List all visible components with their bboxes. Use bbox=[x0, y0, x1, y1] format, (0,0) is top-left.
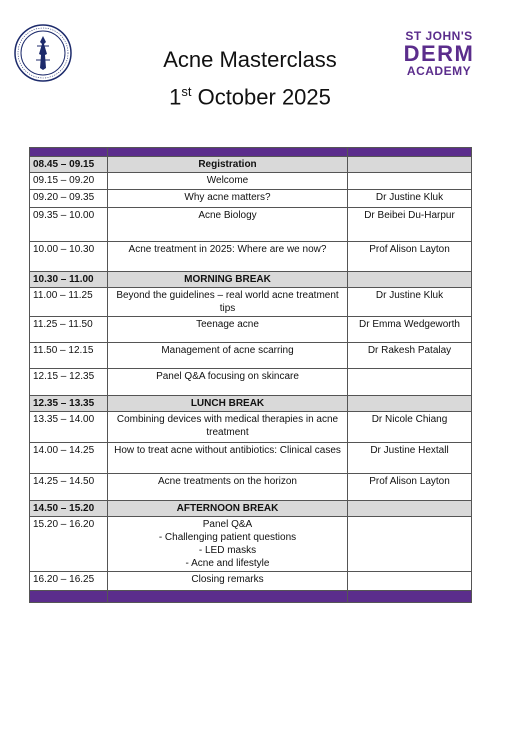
event-cell: Acne Biology bbox=[108, 208, 348, 242]
sub-item: - LED masks bbox=[198, 545, 257, 556]
event-cell: Acne treatment in 2025: Where are we now? bbox=[108, 242, 348, 272]
table-row bbox=[30, 190, 472, 208]
speaker-cell: Dr Justine Kluk bbox=[348, 288, 472, 317]
time-cell: 16.20 – 16.25 bbox=[30, 572, 108, 591]
academy-logo bbox=[394, 30, 484, 78]
speaker-cell: Dr Beibei Du-Harpur bbox=[348, 208, 472, 242]
speaker-cell bbox=[348, 501, 472, 517]
event-cell: Teenage acne bbox=[108, 317, 348, 343]
title-block bbox=[110, 44, 390, 113]
time-cell: 11.25 – 11.50 bbox=[30, 317, 108, 343]
event-cell: Combining devices with medical therapies in acne treatment bbox=[108, 412, 348, 443]
event-cell: Welcome bbox=[108, 173, 348, 190]
table-row bbox=[30, 272, 472, 288]
table-row bbox=[30, 343, 472, 369]
time-cell: 14.25 – 14.50 bbox=[30, 474, 108, 501]
event-cell: Why acne matters? bbox=[108, 190, 348, 208]
time-cell: 09.35 – 10.00 bbox=[30, 208, 108, 242]
event-title: Panel Q&A bbox=[202, 519, 253, 530]
time-cell: 13.35 – 14.00 bbox=[30, 412, 108, 443]
speaker-cell: Prof Alison Layton bbox=[348, 474, 472, 501]
event-cell: Panel Q&A focusing on skincare bbox=[108, 369, 348, 396]
date-ordinal: st bbox=[181, 84, 192, 99]
event-cell: LUNCH BREAK bbox=[108, 396, 348, 412]
time-cell: 15.20 – 16.20 bbox=[30, 517, 108, 572]
event-cell: How to treat acne without antibiotics: Clinical cases bbox=[108, 443, 348, 474]
table-row bbox=[30, 208, 472, 242]
date-rest: October 2025 bbox=[191, 84, 331, 110]
event-cell: Beyond the guidelines – real world acne treatment tips bbox=[108, 288, 348, 317]
speaker-cell bbox=[348, 572, 472, 591]
time-cell: 10.00 – 10.30 bbox=[30, 242, 108, 272]
event-title: Acne Masterclass bbox=[163, 47, 337, 72]
time-cell: 12.35 – 13.35 bbox=[30, 396, 108, 412]
speaker-cell bbox=[348, 157, 472, 173]
table-bottom-bar bbox=[30, 591, 472, 603]
time-cell: 09.15 – 09.20 bbox=[30, 173, 108, 190]
time-cell: 09.20 – 09.35 bbox=[30, 190, 108, 208]
speaker-cell bbox=[348, 517, 472, 572]
speaker-cell bbox=[348, 369, 472, 396]
table-row bbox=[30, 157, 472, 173]
speaker-cell: Dr Justine Kluk bbox=[348, 190, 472, 208]
table-row bbox=[30, 317, 472, 343]
sub-item: - Acne and lifestyle bbox=[185, 558, 270, 569]
sub-item-list bbox=[111, 531, 344, 570]
speaker-cell: Prof Alison Layton bbox=[348, 242, 472, 272]
table-row bbox=[30, 443, 472, 474]
table-row bbox=[30, 412, 472, 443]
event-cell: Registration bbox=[108, 157, 348, 173]
table-row bbox=[30, 572, 472, 591]
table-row bbox=[30, 369, 472, 396]
table-row bbox=[30, 517, 472, 572]
speaker-cell bbox=[348, 272, 472, 288]
date-day: 1 bbox=[169, 84, 182, 110]
time-cell: 11.50 – 12.15 bbox=[30, 343, 108, 369]
speaker-cell bbox=[348, 173, 472, 190]
time-cell: 08.45 – 09.15 bbox=[30, 157, 108, 173]
academy-logo-line2: DERM bbox=[403, 41, 475, 66]
time-cell: 14.00 – 14.25 bbox=[30, 443, 108, 474]
academy-logo-line1: ST JOHN'S bbox=[405, 29, 473, 43]
time-cell: 14.50 – 15.20 bbox=[30, 501, 108, 517]
time-cell: 10.30 – 11.00 bbox=[30, 272, 108, 288]
table-row bbox=[30, 474, 472, 501]
event-cell: AFTERNOON BREAK bbox=[108, 501, 348, 517]
college-seal-logo bbox=[14, 24, 72, 82]
event-cell bbox=[108, 517, 348, 572]
table-row bbox=[30, 501, 472, 517]
speaker-cell: Dr Rakesh Patalay bbox=[348, 343, 472, 369]
speaker-cell: Dr Emma Wedgeworth bbox=[348, 317, 472, 343]
table-row bbox=[30, 396, 472, 412]
academy-logo-line3: ACADEMY bbox=[406, 64, 472, 78]
table-row bbox=[30, 242, 472, 272]
event-cell: MORNING BREAK bbox=[108, 272, 348, 288]
event-date bbox=[110, 76, 390, 113]
table-top-bar bbox=[30, 148, 472, 157]
table-row bbox=[30, 288, 472, 317]
speaker-cell: Dr Justine Hextall bbox=[348, 443, 472, 474]
event-cell: Acne treatments on the horizon bbox=[108, 474, 348, 501]
event-cell: Closing remarks bbox=[108, 572, 348, 591]
time-cell: 11.00 – 11.25 bbox=[30, 288, 108, 317]
speaker-cell bbox=[348, 396, 472, 412]
table-row bbox=[30, 173, 472, 190]
event-cell: Management of acne scarring bbox=[108, 343, 348, 369]
time-cell: 12.15 – 12.35 bbox=[30, 369, 108, 396]
speaker-cell: Dr Nicole Chiang bbox=[348, 412, 472, 443]
sub-item: - Challenging patient questions bbox=[158, 532, 297, 543]
schedule-table bbox=[29, 147, 472, 603]
